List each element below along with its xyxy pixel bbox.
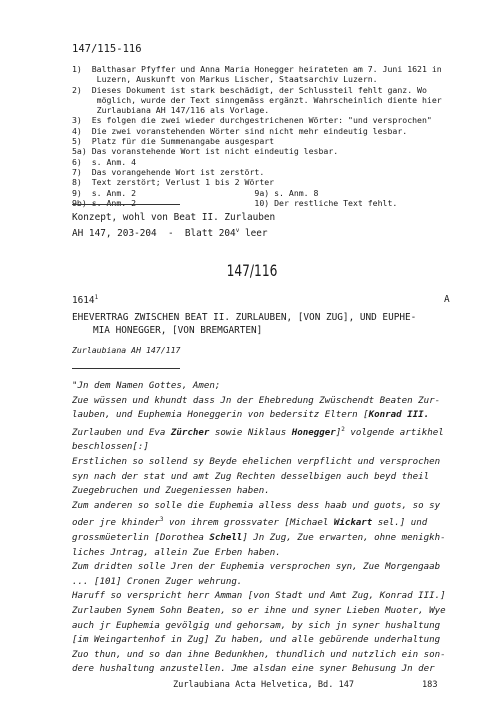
body-text: Zurlauben Synem Sohn Beaten, so er ihne und syner Lieben Muoter, Wye [72,606,446,616]
body-text: dere hushaltung anzustellen. Jme alsdan eine syner Behusung Jn der [72,664,435,675]
footnote-line: 9b) s. Anm. 2 10) Der restliche Text fehlt. [72,197,398,208]
body-text: oder jre khinder [72,518,160,529]
page-number: 183 [422,680,438,690]
body-text: Zuegebruchen und Zuegeniessen haben. [72,486,270,497]
body-text: Erstlichen so sollend sy Beyde ehelichen verpflicht und versprochen [72,457,441,468]
body-line [72,648,446,663]
document-body [72,379,446,677]
footnote-line: 2) Dieses Dokument ist stark beschädigt, der Schlussteil fehlt ganz. Wo [72,84,427,95]
body-line [72,408,446,423]
year-text: 1614 [72,295,95,307]
document-letter: A [444,294,450,305]
body-line [72,513,446,531]
body-text: ] [335,427,342,438]
body-text: sel.] und [372,518,428,529]
bold-name: Konrad III. [368,410,430,421]
reference-number: 147/115-116 [72,43,142,55]
heading-line-2: MIA HONEGGER, [VON BREMGARTEN] [93,324,263,336]
body-text: sowie Niklaus [209,427,292,438]
body-text: Zum anderen so solle die Euphemia alless dess haab und guots, so sy [72,500,441,511]
footnote-line: 3) Es folgen die zwei wieder durchgestrichenen Wörter: "und versprochen" [72,115,432,126]
body-line [72,662,446,677]
body-line [72,379,446,394]
body-line [72,455,446,470]
footnote-line: Zurlaubiana AH 147/116 als Vorlage. [72,105,270,116]
body-text: volgende artikhel [344,427,444,438]
body-text: Zurlauben und Eva [72,427,171,438]
body-line [72,440,446,455]
body-line [72,499,446,514]
body-text: lauben, und Euphemia Honeggerin von bedersitz Eltern [ [72,410,369,421]
footnote-line: 5a) Das voranstehende Wort ist nicht eindeutig lesbar. [72,146,339,157]
body-text: liches Jntrag, allein Zue Erben haben. [72,547,281,558]
body-line [72,531,446,546]
body-line [72,484,446,499]
footnote-line: 1) Balthasar Pfyffer und Anna Maria Honegger heirateten am 7. Juni 1621 in [72,64,442,74]
body-text: von ihrem grossvater [Michael [163,518,334,529]
body-text: Zuo thun, und so dan ihne Bedunkhen, thundlich und nutzlich ein son- [72,649,446,660]
body-text: Zue wüssen und khundt dass Jn der Ehebredung Zwüschendt Beaten Zur- [72,395,441,406]
footnote-marker: 2 [341,425,345,433]
footnote-line: 6) s. Anm. 4 [72,156,137,167]
footnote-line: Luzern, Auskunft von Markus Lischer, Staatsarchiv Luzern. [72,74,378,85]
document-number: 147/116 [226,261,278,280]
konzept-line-2 [72,228,268,239]
body-text: Zum dridten solle Jren der Euphemia versprochen syn, Zue Morgengaab [72,562,441,573]
body-text: ] Jn Zug, Zue erwarten, ohne menigkh- [242,533,446,544]
footnote-line: 8) Text zerstört; Verlust 1 bis 2 Wörter [72,177,275,188]
separator-rule [72,368,180,369]
bold-name: Honegger [291,427,336,438]
body-line [72,619,446,634]
body-line [72,546,446,561]
konzept-note [72,211,275,240]
footer-journal: Zurlaubiana Acta Helvetica, Bd. 147 [173,680,355,690]
footnote-line: möglich, wurde der Text sinngemäss ergänzt. Wahrscheinlich diente hier [72,94,442,105]
body-line [72,470,446,485]
body-line [72,633,446,648]
body-text: ... [101] Cronen Zuger wehrung. [72,576,243,587]
footnote-marker: 3 [159,516,164,524]
heading-line-1: EHEVERTRAG ZWISCHEN BEAT II. ZURLAUBEN, [VON ZUG], UND EUPHE- [72,312,417,323]
body-line [72,394,446,409]
bold-name: Wickart [333,518,373,529]
separator-rule [72,204,180,205]
body-text: Haruff so verspricht herr Amman [von Stadt und Amt Zug, Konrad III.] [72,591,446,602]
footnote-line: 5) Platz für die Summenangabe ausgespart [72,136,275,147]
footnote-line: 9) s. Anm. 2 9a) s. Anm. 8 [72,187,319,198]
body-line [72,589,446,604]
konzept-line-2-end: leer [239,228,268,240]
bold-name: Zürcher [170,427,210,438]
footnote-line: 4) Die zwei voranstehenden Wörter sind nicht mehr eindeutig lesbar. [72,125,408,136]
body-text: [im Weingartenhof in Zug] Zu haben, und alle gebürende underhaltung [72,635,441,646]
bold-name: Schell [209,533,243,544]
footnotes-list [72,64,442,208]
body-line [72,575,446,590]
document-heading [72,312,416,337]
konzept-line-2-text: AH 147, 203-204 - Blatt 204 [72,228,236,240]
document-source: Zurlaubiana AH 147/117 [72,345,181,355]
body-text: auch jr Euphemia gevölgig und gehorsam, by sich jn syner hushaltung [72,620,441,631]
year-footnote-marker: 1 [94,294,99,301]
konzept-superscript: v [235,227,240,234]
body-text: syn nach der stat und amt Zug Rechten desselbigen auch beyd theil [72,471,430,482]
body-line [72,423,446,441]
konzept-line-1: Konzept, wohl von Beat II. Zurlauben [72,212,276,223]
body-line [72,560,446,575]
body-text: beschlossen[:] [72,442,149,453]
body-text: grossmüeterlin [Dorothea [72,533,210,544]
body-line [72,604,446,619]
document-year [72,294,98,306]
body-text: "Jn dem Namen Gottes, Amen; [72,381,221,391]
footnote-line: 7) Das vorangehende Wort ist zerstört. [72,166,265,177]
